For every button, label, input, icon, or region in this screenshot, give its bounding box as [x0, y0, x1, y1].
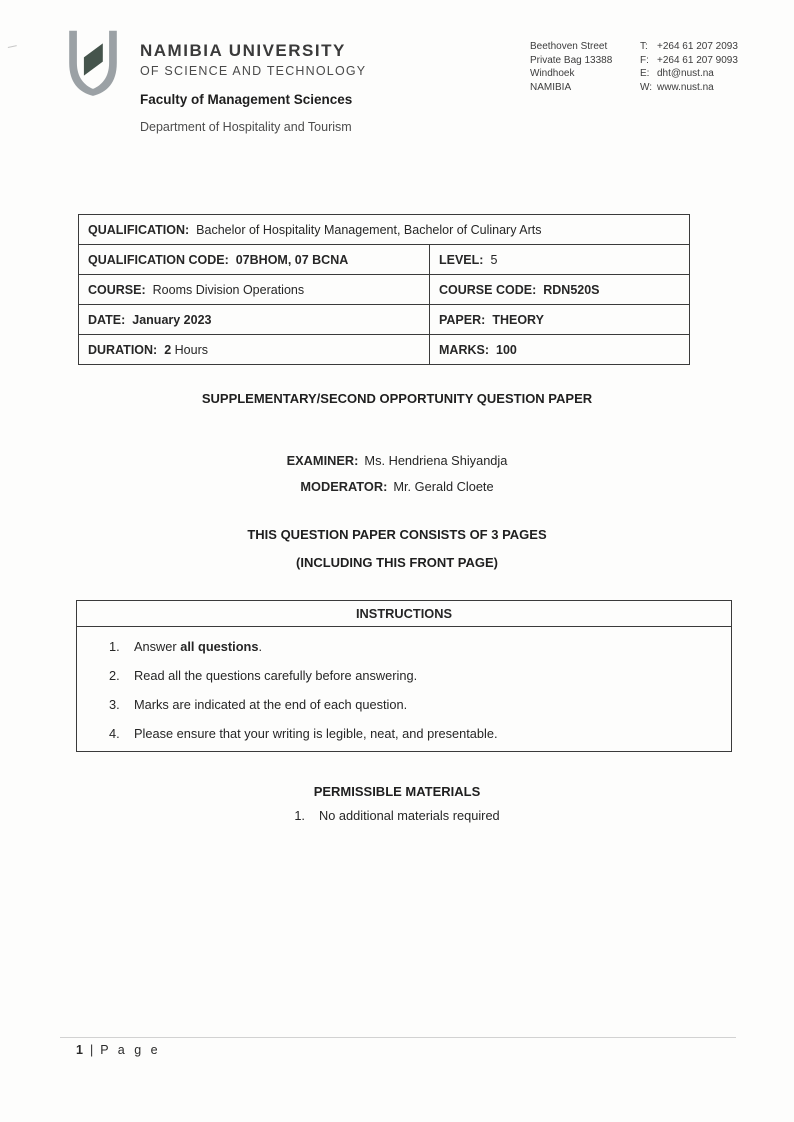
qualification-cell [79, 215, 690, 245]
item-number: 2. [109, 668, 120, 683]
course-label: COURSE: [88, 282, 146, 297]
paper-label: PAPER: [439, 312, 486, 327]
item-text-pre: Answer [134, 639, 181, 654]
course-cell [79, 275, 430, 305]
footer-divider [60, 1037, 736, 1038]
faculty-name: Faculty of Management Sciences [140, 92, 353, 107]
date-value: January 2023 [132, 312, 212, 327]
page-count-statement [0, 521, 794, 577]
item-text-post: . [258, 639, 263, 654]
page-number: 1 [76, 1043, 83, 1057]
duration-cell [79, 335, 430, 365]
phone-line [640, 40, 738, 54]
email-prefix: E: [640, 68, 650, 79]
item-text-bold: all questions [180, 639, 259, 654]
moderator-line [0, 474, 794, 500]
list-item [109, 696, 717, 713]
item-text: Please ensure that your writing is legible, neat, and presentable. [134, 726, 498, 741]
paper-cell [430, 305, 690, 335]
item-text: Marks are indicated at the end of each question. [134, 697, 408, 712]
paper-value: THEORY [492, 312, 544, 327]
fax-prefix: F: [640, 54, 649, 66]
email-value: dht@nust.na [657, 68, 714, 79]
examiner-name: Ms. Hendriena Shiyandja [364, 453, 508, 468]
qualification-code-label: QUALIFICATION CODE: [88, 252, 229, 267]
table-row [79, 215, 690, 245]
logo-emblem-icon [84, 43, 103, 75]
item-text [134, 638, 262, 655]
address-line: Private Bag 13388 [530, 54, 613, 66]
university-name: NAMIBIA UNIVERSITY [140, 41, 346, 60]
marks-value: 100 [496, 342, 517, 357]
course-info-table [78, 214, 690, 365]
address-line: Beethoven Street [530, 41, 608, 52]
page-footer [76, 1043, 161, 1057]
marks-label: MARKS: [439, 342, 489, 357]
level-label: LEVEL: [439, 252, 484, 267]
table-row [79, 335, 690, 365]
instructions-title: INSTRUCTIONS [77, 601, 731, 627]
course-code-value: RDN520S [543, 282, 600, 297]
marks-cell [430, 335, 690, 365]
moderator-label: MODERATOR: [300, 479, 388, 494]
university-wordmark [140, 41, 366, 78]
examiner-moderator-block [0, 448, 794, 500]
duration-value-number: 2 [164, 342, 172, 357]
table-row [79, 275, 690, 305]
course-value: Rooms Division Operations [152, 282, 305, 297]
qualification-label: QUALIFICATION: [88, 222, 190, 237]
footer-separator: | [89, 1043, 94, 1057]
date-cell [79, 305, 430, 335]
list-item [109, 638, 717, 655]
item-number: 4. [109, 726, 120, 741]
list-item [109, 725, 717, 742]
level-value: 5 [490, 252, 498, 267]
course-code-cell [430, 275, 690, 305]
phone-value: +264 61 207 2093 [657, 41, 738, 52]
paper-type-title: SUPPLEMENTARY/SECOND OPPORTUNITY QUESTION PAPER [201, 391, 593, 406]
examiner-label: EXAMINER: [286, 453, 359, 468]
website-line [640, 81, 738, 95]
address-line: Windhoek [530, 68, 575, 79]
level-cell [430, 245, 690, 275]
instructions-list [77, 627, 731, 742]
fax-value: +264 61 207 9093 [657, 54, 738, 66]
page-count-line1: THIS QUESTION PAPER CONSISTS OF 3 PAGES [247, 527, 547, 542]
qualification-code-value: 07BHOM, 07 BCNA [235, 252, 349, 267]
item-text: No additional materials required [319, 808, 500, 823]
page-count-line2: (INCLUDING THIS FRONT PAGE) [296, 555, 498, 570]
email-line [640, 67, 738, 81]
website-prefix: W: [640, 81, 653, 93]
instructions-box [76, 600, 732, 752]
date-label: DATE: [88, 312, 126, 327]
item-number: 3. [109, 697, 120, 712]
course-code-label: COURSE CODE: [439, 282, 537, 297]
page-label: P a g e [100, 1043, 161, 1057]
materials-title: PERMISSIBLE MATERIALS [313, 784, 481, 799]
nust-logo-icon [56, 28, 130, 98]
item-text: Read all the questions carefully before answering. [134, 668, 418, 683]
materials-item [0, 808, 794, 823]
department-name: Department of Hospitality and Tourism [140, 120, 352, 134]
fax-line [640, 54, 738, 68]
address-line: NAMIBIA [530, 81, 572, 93]
qualification-value: Bachelor of Hospitality Management, Bachelor of Culinary Arts [196, 222, 542, 237]
moderator-name: Mr. Gerald Cloete [393, 479, 494, 494]
scan-artifact [8, 45, 17, 50]
list-item [109, 667, 717, 684]
phone-prefix: T: [640, 41, 648, 52]
contact-block [640, 40, 738, 94]
examiner-line [0, 448, 794, 474]
university-name-line2: OF SCIENCE AND TECHNOLOGY [140, 64, 367, 78]
item-number: 1. [294, 808, 305, 823]
address-block [530, 40, 612, 94]
qualification-code-cell [79, 245, 430, 275]
table-row [79, 245, 690, 275]
website-value: www.nust.na [657, 81, 714, 93]
duration-label: DURATION: [88, 342, 158, 357]
item-number: 1. [109, 639, 120, 654]
duration-value-unit: Hours [174, 342, 208, 357]
table-row [79, 305, 690, 335]
